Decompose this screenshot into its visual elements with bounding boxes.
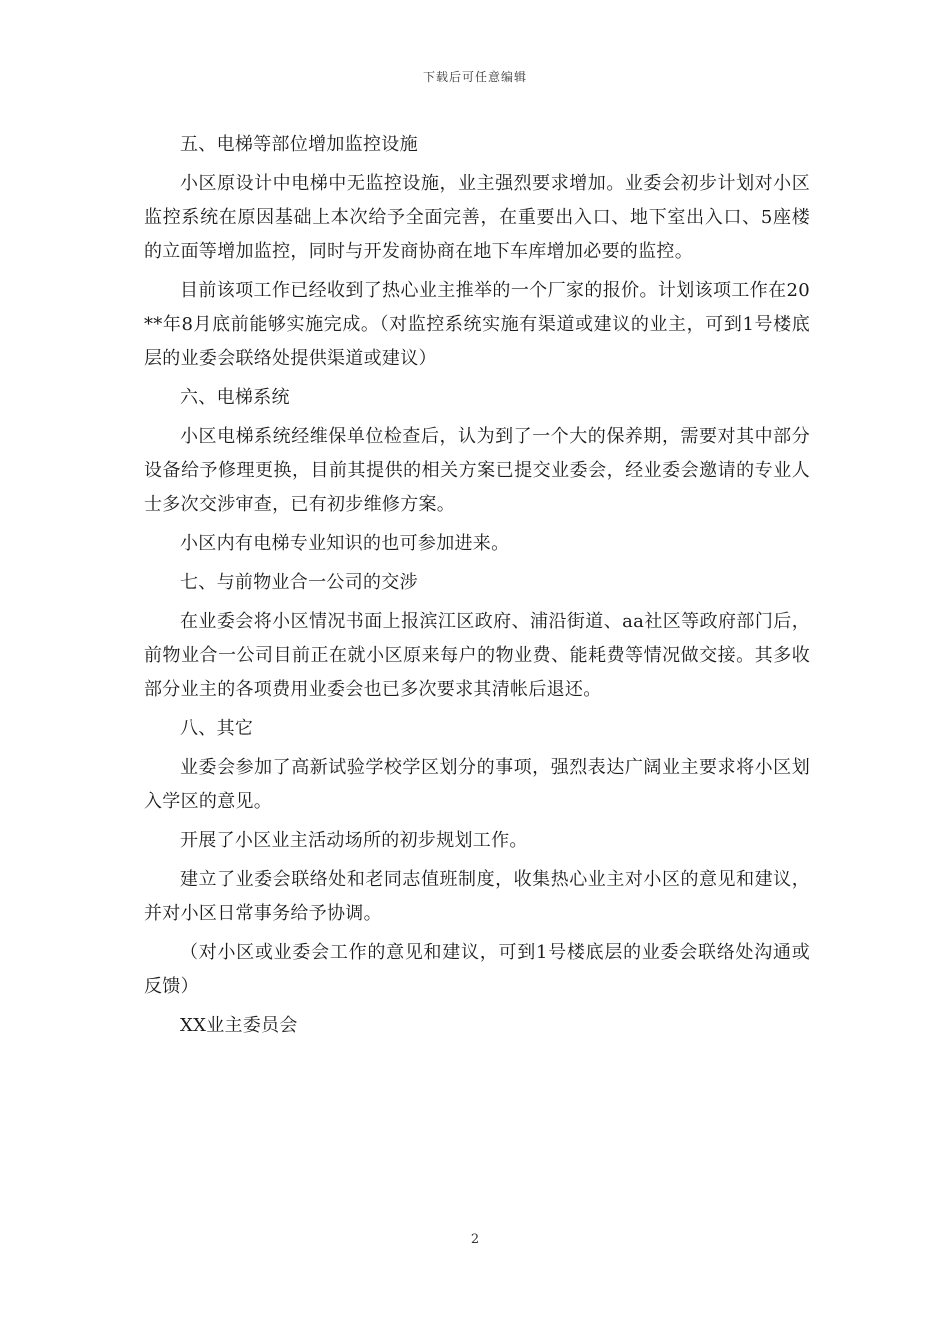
- paragraph: 目前该项工作已经收到了热心业主推举的一个厂家的报价。计划该项工作在20**年8月底前能够实施完成。（对监控系统实施有渠道或建议的业主，可到1号楼底层的业委会联络处提供渠道或建议）: [144, 280, 810, 369]
- page-number: 2: [470, 1232, 480, 1247]
- paragraph: 小区内有电梯专业知识的也可参加进来。: [180, 533, 510, 554]
- paragraph: 在业委会将小区情况书面上报滨江区政府、浦沿街道、aa社区等政府部门后，前物业合一公司目前正在就小区原来每户的物业费、能耗费等情况做交接。其多收部分业主的各项费用业委会也已多次要求其清帐后退还。: [144, 611, 810, 700]
- paragraph: 建立了业委会联络处和老同志值班制度，收集热心业主对小区的意见和建议，并对小区日常事务给予协调。: [144, 869, 810, 924]
- paragraph: （对小区或业委会工作的意见和建议，可到1号楼底层的业委会联络处沟通或反馈）: [144, 942, 810, 997]
- document-body: [144, 128, 810, 1048]
- page-header: 下载后可任意编辑: [422, 70, 527, 84]
- signature-line: XX业主委员会: [180, 1015, 298, 1036]
- paragraph: 小区原设计中电梯中无监控设施，业主强烈要求增加。业委会初步计划对小区监控系统在原因基础上本次给予全面完善，在重要出入口、地下室出入口、5座楼的立面等增加监控，同时与开发商协商在地下车库增加必要的监控。: [144, 173, 810, 262]
- paragraph: 开展了小区业主活动场所的初步规划工作。: [180, 830, 528, 851]
- section-heading-5: 五、电梯等部位增加监控设施: [180, 134, 418, 155]
- section-heading-7: 七、与前物业合一公司的交涉: [180, 572, 418, 593]
- paragraph: 业委会参加了高新试验学校学区划分的事项，强烈表达广阔业主要求将小区划入学区的意见。: [144, 757, 810, 812]
- section-heading-8: 八、其它: [180, 718, 254, 739]
- section-heading-6: 六、电梯系统: [180, 387, 290, 408]
- paragraph: 小区电梯系统经维保单位检查后，认为到了一个大的保养期，需要对其中部分设备给予修理更换，目前其提供的相关方案已提交业委会，经业委会邀请的专业人士多次交涉审查，已有初步维修方案。: [144, 426, 810, 515]
